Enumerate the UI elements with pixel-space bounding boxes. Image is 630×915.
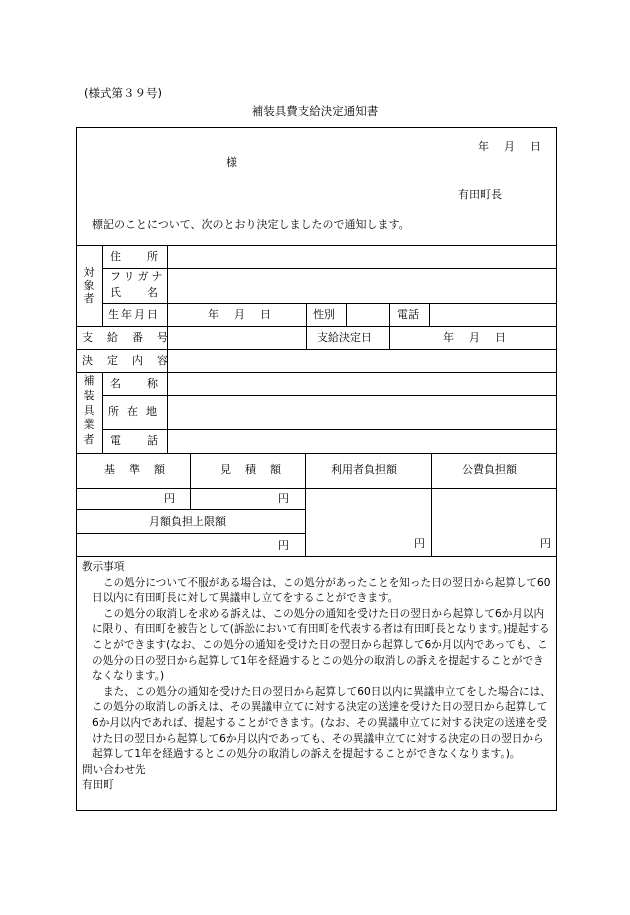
vendor-group-label: 補装具業者 (83, 374, 95, 447)
vline-ddate-left (306, 326, 307, 349)
monthly-cap-label: 月額負担上限額 (149, 515, 226, 528)
sex-label: 性別 (313, 308, 335, 321)
vendor-location-label: 所在地 (108, 405, 165, 418)
issue-date: 年 月 日 (478, 140, 543, 153)
instructions-paragraph-2: この処分の取消しを求める訴えは、この処分の通知を受けた日の翌日から起算して6か月以内に限り、有田町を被告として(訴訟において有田町を代表する者は有田町長となります。)提起することができます(なお、この処分の通知を受けた日の翌日から起算して6か月以内であっても、この処分の日の翌日から起算して1年を経過するとこの処分の取消しの訴えを提起することができなくなります。) (92, 607, 550, 683)
address-label: 住所 (110, 250, 184, 263)
issuer-name: 有田町長 (458, 188, 502, 201)
line-amount-head-bottom (76, 488, 557, 489)
recipient-suffix: 様 (226, 156, 237, 169)
decision-date-value: 年 月 日 (443, 331, 508, 344)
user-burden-label: 利用者負担額 (331, 463, 397, 476)
contact-label: 問い合わせ先 (82, 763, 146, 776)
line-vendor-bottom (76, 453, 557, 454)
line-cap-label-bottom (76, 533, 305, 534)
name-label: 氏名 (110, 286, 184, 299)
vline-phone-right (429, 303, 430, 326)
line-payno-bottom (76, 349, 557, 350)
intro-text: 標記のことについて、次のとおり決定しましたので通知します。 (92, 218, 410, 231)
contact-value: 有田町 (82, 779, 114, 792)
user-burden-yen: 円 (414, 537, 425, 550)
form-number: (様式第３９号) (84, 86, 162, 100)
phone-label: 電話 (397, 308, 419, 321)
estimate-yen: 円 (278, 492, 289, 505)
birth-label: 生年月日 (108, 308, 160, 321)
instructions-section (82, 560, 552, 794)
vline-amt-2 (305, 453, 306, 556)
public-burden-label: 公費負担額 (462, 463, 517, 476)
vendor-name-label: 名称 (110, 377, 184, 390)
decision-date-label: 支給決定日 (317, 331, 372, 344)
line-birth-bottom (76, 326, 557, 327)
vendor-phone-label: 電話 (110, 434, 184, 447)
public-burden-yen: 円 (540, 537, 551, 550)
line-vloc-bottom (102, 429, 557, 430)
instructions-paragraph-3: また、この処分の通知を受けた日の翌日から起算して60日以内に異議申立てをした場合には、この処分の取消しの訴えは、その異議申立てに対する決定の送達を受けた日の翌日から起算して6か月以内であれば、提起することができます。(なお、その異議申立てに対する決定の送達を受けた日の翌日から起算して6か月以内であっても、その異議申立てに対する決定の日の翌日から起算して1年を経過するとこの処分の取消しの訴えを提起することができなくなります。)。 (92, 685, 551, 761)
line-amount-bottom (76, 556, 557, 557)
vline-amt-1 (190, 453, 191, 509)
vline-sex-right (346, 303, 347, 326)
line-vname-bottom (102, 395, 557, 396)
standard-yen: 円 (164, 492, 175, 505)
line-yen-row-bottom (76, 509, 305, 510)
line-name-bottom (102, 303, 557, 304)
standard-amount-label: 基準額 (104, 463, 179, 476)
vline-group-col (102, 245, 103, 326)
monthly-cap-yen: 円 (278, 539, 289, 552)
vline-group-col-2 (102, 372, 103, 453)
vline-amt-3 (431, 453, 432, 556)
document-title: 補装具費支給決定通知書 (251, 104, 379, 118)
vline-ddate-right (389, 326, 390, 349)
payment-number-label: 支給番号 (82, 331, 182, 344)
subject-group-label: 対象者 (83, 266, 95, 305)
vline-label-col (167, 245, 168, 453)
vline-phone-left (389, 303, 390, 326)
line-header-bottom (76, 245, 557, 246)
decision-content-label: 決定内容 (82, 354, 182, 367)
furigana-label: フリガナ (110, 270, 166, 283)
instructions-heading: 教示事項 (82, 561, 125, 573)
birth-value: 年 月 日 (208, 308, 273, 321)
line-content-bottom (76, 372, 557, 373)
instructions-paragraph-1: この処分について不服がある場合は、この処分があったことを知った日の翌日から起算して60日以内に有田町長に対して異議申し立てをすることができます。 (92, 576, 551, 605)
line-address-bottom (102, 268, 557, 269)
vline-sex-left (306, 303, 307, 326)
estimate-amount-label: 見積額 (220, 463, 295, 476)
